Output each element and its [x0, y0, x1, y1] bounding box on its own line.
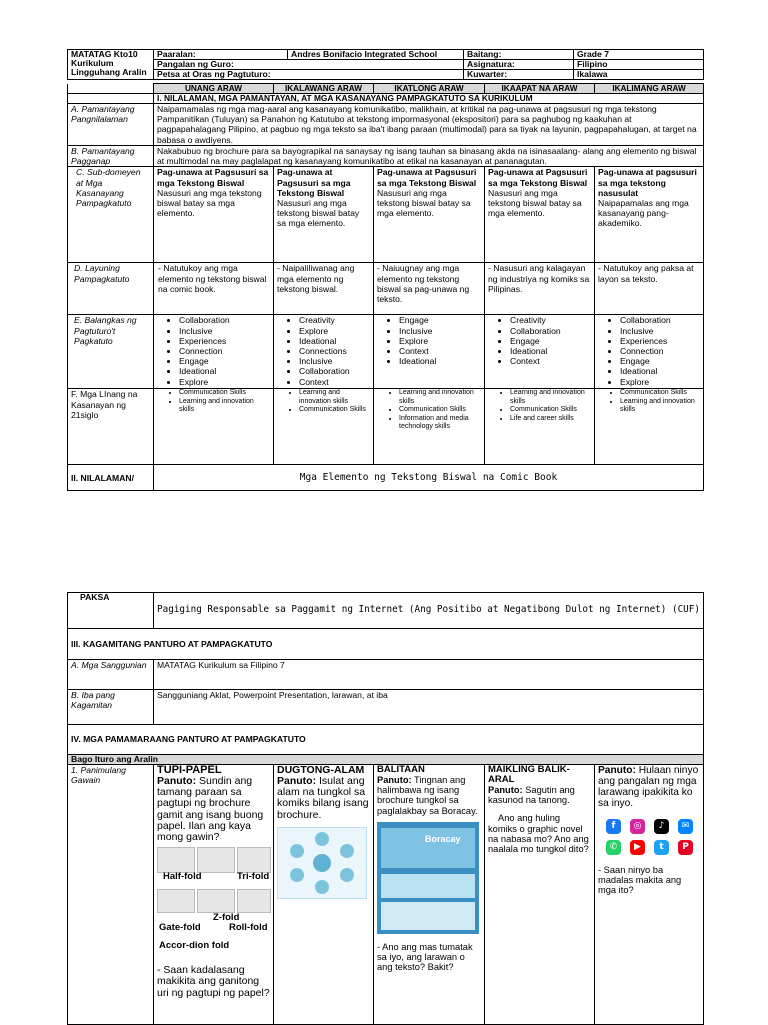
panuto-text: Hulaan ninyo ang pangalan ng mga larawang ipakikita ko sa inyo. [598, 765, 699, 809]
instagram-icon: ◎ [630, 819, 645, 834]
21siglo-item: • Communication Skills [399, 406, 481, 414]
sanggunian-value: MATATAG Kurikulum sa Filipino 7 [154, 660, 704, 690]
21siglo-list [488, 389, 591, 423]
balangkas-cell [374, 315, 485, 389]
kasanayan-title: Pag-unawa at Pagsusuri sa mga Tekstong Biswal [157, 167, 269, 188]
day-header: IKAAPAT NA ARAW [485, 84, 595, 94]
gawain-question: Ano ang huling komiks o graphic novel na nabasa mo? Ano ang naalala mo tungkol dito? [488, 813, 589, 855]
layunin-cell: - Nasusuri ang kalagayan ng industriya ng komiks sa Pilipinas. [485, 263, 595, 315]
balangkas-item: • Engage [620, 356, 700, 366]
paksa-value: Pagiging Responsable sa Paggamit ng Internet (Ang Positibo at Negatibong Dulot ng Internet) (CUF) [154, 593, 704, 629]
21siglo-item: • Communication Skills [179, 389, 270, 397]
balangkas-item: • Ideational [299, 336, 370, 346]
panimulang-gawain-label: 1. Panimulang Gawain [68, 765, 154, 1025]
balangkas-item: • Explore [399, 336, 481, 346]
21siglo-item: • Information and media technology skills [399, 415, 481, 432]
balangkas-item: • Collaboration [299, 366, 370, 376]
balangkas-item: • Collaboration [620, 315, 700, 325]
pamantayang-pangnilalaman-label: A. Pamantayang Pangnilalaman [68, 104, 154, 146]
layunin-cell: - Naiuugnay ang mga elemento ng tekstong biswal sa pag-unawa ng teksto. [374, 263, 485, 315]
social-media-icons [606, 819, 700, 855]
gawain-question: - Ano ang mas tumatak sa iyo, ang larawan o ang teksto? Bakit? [377, 941, 473, 973]
21siglo-item: • Life and career skills [510, 415, 591, 423]
balangkas-item: • Creativity [299, 315, 370, 325]
gawain-instructions [157, 776, 270, 843]
fold-label: Gate-fold [159, 922, 201, 934]
21siglo-list [277, 389, 370, 414]
gawain-title: BALITAAN [377, 764, 425, 775]
balangkas-item: • Context [510, 356, 591, 366]
balangkas-item: • Collaboration [510, 326, 591, 336]
kasanayan-cell [274, 167, 374, 263]
kuwarter-label: Kuwarter: [464, 70, 574, 80]
roll-fold-image [197, 889, 235, 913]
balangkas-item: • Inclusive [299, 356, 370, 366]
kasanayan-body: Nasusuri ang mga tekstong biswal batay sa mga elemento. [488, 187, 582, 219]
balangkas-item: • Explore [179, 377, 270, 387]
half-fold-image [157, 847, 195, 873]
paaralan-value: Andres Bonifacio Integrated School [288, 50, 464, 60]
day-header: IKATLONG ARAW [374, 84, 485, 94]
section-1-title: I. NILALAMAN, MGA PAMANTAYAN, AT MGA KASANAYANG PAMPAGKATUTO SA KURIKULUM [154, 94, 704, 104]
21siglo-cell [154, 389, 274, 465]
balangkas-item: • Collaboration [179, 315, 270, 325]
gate-fold-image [157, 889, 195, 913]
balangkas-item: • Connection [620, 346, 700, 356]
facebook-icon: f [606, 819, 621, 834]
boracay-brochure-image [377, 822, 479, 934]
paaralan-label: Paaralan: [154, 50, 288, 60]
gawain-title: DUGTONG-ALAM [277, 764, 365, 776]
sanggunian-label: A. Mga Sanggunian [68, 660, 154, 690]
balangkas-list [277, 315, 370, 386]
balangkas-list [598, 315, 700, 386]
gawain-day3 [374, 765, 485, 1025]
concept-map-diagram [277, 827, 367, 899]
21siglo-item: • Learning and innovation skills [620, 398, 700, 415]
petsa-label: Petsa at Oras ng Pagtuturo: [154, 70, 464, 80]
lesson-plan-table-1 [67, 49, 704, 80]
balangkas-item: • Explore [299, 326, 370, 336]
21siglo-list [598, 389, 700, 414]
panuto-text: Sagutin ang kasunod na tanong. [488, 785, 575, 806]
21siglo-item: • Learning and innovation skills [399, 389, 481, 406]
brochure-panel [381, 874, 475, 898]
gawain-question: - Saan kadalasang makikita ang ganitong uri ng pagtupi ng papel? [157, 964, 270, 999]
youtube-icon: ▶ [630, 840, 645, 855]
kasanayan-body: Nasusuri ang mga tekstong biswal batay sa mga elemento. [377, 187, 471, 219]
panuto-label: Panuto: [377, 775, 412, 785]
fold-label: Roll-fold [229, 922, 268, 934]
21siglo-item: • Communication Skills [299, 406, 370, 414]
panuto-label: Panuto: [157, 775, 197, 787]
kasanayan-cell [374, 167, 485, 263]
balangkas-item: • Ideational [399, 356, 481, 366]
sub-domeyen-label: C. Sub-domeyen at Mga Kasanayang Pampagkatuto [68, 167, 154, 263]
balangkas-item: • Engage [179, 356, 270, 366]
balangkas-item: • Creativity [510, 315, 591, 325]
panuto-label: Panuto: [598, 765, 636, 776]
kasanayan-title: Pag-unawa at Pagsusuri sa mga Tekstong Biswal [377, 167, 477, 188]
baitang-label: Baitang: [464, 50, 574, 60]
21siglo-cell [274, 389, 374, 465]
21siglo-item: • Communication Skills [620, 389, 700, 397]
gawain-title: TUPI-PAPEL [157, 764, 222, 776]
messenger-icon: ✉ [678, 819, 693, 834]
balangkas-cell [154, 315, 274, 389]
balangkas-label: E. Balangkas ng Pagtuturo't Pagkatuto [68, 315, 154, 389]
fold-label: Tri-fold [237, 871, 270, 883]
21siglo-cell [595, 389, 704, 465]
balangkas-item: • Engage [399, 315, 481, 325]
asignatura-value: Filipino [574, 60, 704, 70]
brochure-panel [381, 902, 475, 930]
balangkas-item: • Context [299, 377, 370, 387]
gawain-question: - Saan ninyo ba madalas makita ang mga ito? [598, 865, 682, 896]
gawain-day5 [595, 765, 704, 1025]
fold-label: Accor-dion fold [159, 940, 230, 952]
gawain-instructions [377, 775, 481, 816]
pamantayang-pagganap-label: B. Pamantayang Pagganap [68, 146, 154, 167]
kasanayan-title: Pag-unawa at Pagsusuri sa mga Tekstong Biswal [277, 167, 351, 198]
paksa-label: PAKSA [68, 593, 154, 629]
tiktok-icon: ♪ [654, 819, 669, 834]
section-3-title: III. KAGAMITANG PANTURO AT PAMPAGKATUTO [68, 629, 704, 660]
balangkas-item: • Inclusive [399, 326, 481, 336]
accordion-fold-image [237, 889, 271, 913]
kasanayan-cell [485, 167, 595, 263]
pamantayang-pagganap-text: Nakabubuo ng brochure para sa bayograpikal na sanaysay ng isang tauhan sa binasang akda na isinasaalang- alang ang elemento ng biswal at multimodal na may paglalapat ng kasanayang komunikatibo at etikal na kasanayan at pananagutan. [154, 146, 704, 167]
balangkas-item: • Inclusive [620, 326, 700, 336]
z-fold-image [237, 847, 271, 873]
kasanayan-body: Nasusuri ang mga tekstong biswal batay sa mga elemento. [277, 198, 360, 229]
tri-fold-image [197, 847, 235, 873]
layunin-cell: - Natutukoy ang paksa at layon sa teksto. [595, 263, 704, 315]
21siglo-item: • Communication Skills [510, 406, 591, 414]
balangkas-item: • Engage [510, 336, 591, 346]
balangkas-list [377, 315, 481, 366]
balangkas-item: • Experiences [179, 336, 270, 346]
asignatura-label: Asignatura: [464, 60, 574, 70]
day-header: UNANG ARAW [154, 84, 274, 94]
nilalaman-label: II. NILALAMAN/ [68, 465, 154, 491]
layunin-cell: - Naipaliliwanag ang mga elemento ng tekstong biswal. [274, 263, 374, 315]
21siglo-list [377, 389, 481, 431]
kasanayan-body: Nasusuri ang mga tekstong biswal batay sa mga elemento. [157, 187, 262, 219]
balangkas-list [488, 315, 591, 366]
balangkas-cell [274, 315, 374, 389]
day-header: IKALAWANG ARAW [274, 84, 374, 94]
kasanayan-cell [154, 167, 274, 263]
panuto-label: Panuto: [488, 785, 523, 795]
balangkas-item: • Explore [620, 377, 700, 387]
section-4-title: IV. MGA PAMAMARAANG PANTURO AT PAMPAGKATUTO [68, 725, 704, 755]
guro-label: Pangalan ng Guro: [154, 60, 464, 70]
whatsapp-icon: ✆ [606, 840, 621, 855]
kasanayan-title: Pag-unawa at pagsusuri sa mga tekstong nasusulat [598, 167, 697, 198]
panuto-label: Panuto: [277, 775, 317, 787]
21siglo-cell [485, 389, 595, 465]
bago-ituro-subhead: Bago Ituro ang Aralin [68, 755, 704, 765]
twitter-icon: t [654, 840, 669, 855]
fold-illustrations [157, 847, 270, 959]
balangkas-item: • Connection [179, 346, 270, 356]
fold-label: Z-fold [213, 912, 240, 924]
brochure-title: Boracay [425, 833, 461, 844]
balangkas-item: • Ideational [510, 346, 591, 356]
balangkas-item: • Ideational [620, 366, 700, 376]
panuto-text: Tingnan ang halimbawa ng isang brochure tungkol sa paglalakbay sa Boracay. [377, 775, 478, 816]
21siglo-list [157, 389, 270, 414]
pinterest-icon: P [678, 840, 693, 855]
kurikulum-label: MATATAG Kto10 Kurikulum Lingguhang Aralin [68, 50, 154, 80]
balangkas-item: • Inclusive [179, 326, 270, 336]
layunin-cell: - Natutukoy ang mga elemento ng tekstong biswal na comic book. [154, 263, 274, 315]
21siglo-item: • Learning and innovation skills [179, 398, 270, 415]
gawain-day1 [154, 765, 274, 1025]
kuwarter-value: Ikalawa [574, 70, 704, 80]
gawain-instructions [598, 765, 700, 809]
kasanayan-cell [595, 167, 704, 263]
layunin-label: D. Layuning Pampagkatuto [68, 263, 154, 315]
day-header: IKALIMANG ARAW [595, 84, 704, 94]
baitang-value: Grade 7 [574, 50, 704, 60]
balangkas-item: • Context [399, 346, 481, 356]
fold-label: Half-fold [163, 871, 202, 883]
kasanayan-title: Pag-unawa at Pagsusuri sa mga Tekstong Biswal [488, 167, 588, 188]
gawain-instructions [488, 785, 591, 805]
lesson-plan-grid [67, 83, 704, 491]
gawain-day2 [274, 765, 374, 1025]
21siglo-item: • Learning and innovation skills [299, 389, 370, 406]
kagamitan-value: Sangguniang Aklat, Powerpoint Presentation, larawan, at iba [154, 690, 704, 725]
balangkas-cell [485, 315, 595, 389]
lesson-plan-table-2 [67, 592, 704, 1025]
21siglo-cell [374, 389, 485, 465]
gawain-instructions [277, 776, 370, 821]
gawain-title: MAIKLING BALIK-ARAL [488, 764, 570, 785]
pamantayang-pangnilalaman-text: Naipamamalas ng mga mag-aaral ang kasanayang komunikatibo, malikhain, at kritikal na pag-unawa at pagsusuri ng mga tekstong Pampanitikan (Tuluyan) sa Panahon ng Katutubo at tekstong impormasyonal (ekspositori) para sa paghubog ng kaakuhan at pagpapahalagang Pilipino, at pagbuo ng mga teksto sa iba't ibang paraan (multimodal) para sa tiyak na layunin, pagpapahalugan, at target na babasa o awdiyens. [154, 104, 704, 146]
kasanayan-body: Naipapamalas ang mga kasanayang pang-akademiko. [598, 198, 689, 229]
kagamitan-label: B. Iba pang Kagamitan [68, 690, 154, 725]
nilalaman-value: Mga Elemento ng Tekstong Biswal na Comic Book [154, 465, 704, 491]
balangkas-cell [595, 315, 704, 389]
balangkas-item: • Connections [299, 346, 370, 356]
21siglo-label: F. Mga LInang na Kasanayan ng 21siglo [68, 389, 154, 465]
panuto-text: Sundin ang tamang paraan sa pagtupi ng brochure gamit ang isang buong papel. Ilan ang kaya mong gawin? [157, 775, 264, 844]
panuto-text: Isulat ang alam na tungkol sa komiks bilang isang brochure. [277, 775, 369, 821]
21siglo-item: • Learning and innovation skills [510, 389, 591, 406]
balangkas-list [157, 315, 270, 386]
balangkas-item: • Ideational [179, 366, 270, 376]
gawain-day4 [485, 765, 595, 1025]
balangkas-item: • Experiences [620, 336, 700, 346]
